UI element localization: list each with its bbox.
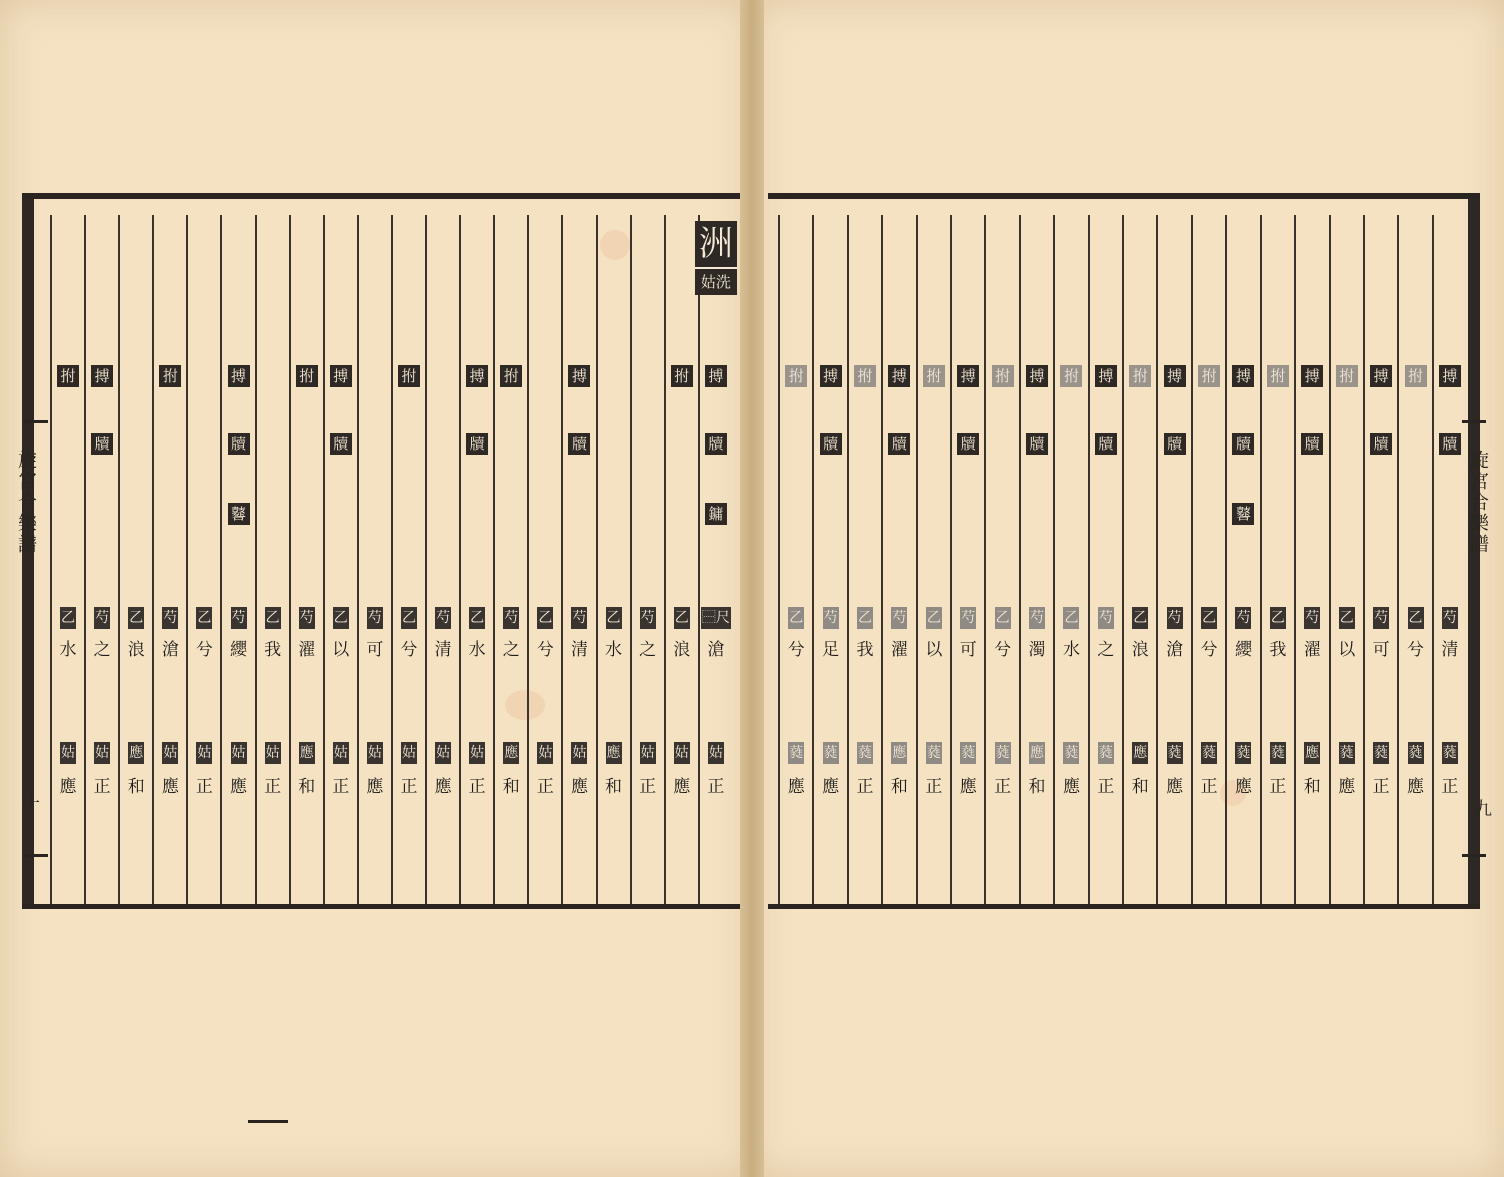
- bell-symbol: 應: [1132, 742, 1148, 764]
- bell-symbol: 蕤: [823, 742, 839, 764]
- percussion-mark: 拊: [1267, 365, 1289, 387]
- lyric-char: 以: [332, 640, 350, 660]
- bell-symbol: 蕤: [1063, 742, 1079, 764]
- pitch-name: 應: [161, 777, 179, 797]
- score-column: [1156, 215, 1190, 904]
- score-column: [1122, 215, 1156, 904]
- pitch-symbol: 乙: [857, 607, 873, 629]
- left-score-frame: [22, 193, 740, 909]
- pitch-symbol: 芍: [960, 607, 976, 629]
- right-page-number: 九: [1474, 799, 1492, 820]
- pitch-name: 和: [298, 777, 316, 797]
- pitch-symbol: 芍: [299, 607, 315, 629]
- pitch-symbol: 乙: [1063, 607, 1079, 629]
- percussion-mark: 拊: [1060, 365, 1082, 387]
- score-column: [984, 215, 1018, 904]
- percussion-mark: 搏: [820, 365, 842, 387]
- bell-symbol: 蕤: [1270, 742, 1286, 764]
- percussion-mark: 搏: [1026, 365, 1048, 387]
- pitch-name: 和: [127, 777, 145, 797]
- bell-symbol: 姑: [60, 742, 76, 764]
- percussion-mark: 搏: [228, 365, 250, 387]
- bell-symbol: 蕤: [1167, 742, 1183, 764]
- section-title-char: 洲: [698, 224, 733, 264]
- score-column: [152, 215, 186, 904]
- lyric-char: 之: [639, 640, 657, 660]
- bell-symbol: 姑: [640, 742, 656, 764]
- pitch-symbol: 乙: [196, 607, 212, 629]
- lyric-char: 之: [1097, 640, 1115, 660]
- bell-symbol: 蕤: [995, 742, 1011, 764]
- score-column: [1260, 215, 1294, 904]
- bell-symbol: 應: [128, 742, 144, 764]
- pitch-name: 正: [1097, 777, 1115, 797]
- pitch-name: 正: [994, 777, 1012, 797]
- pitch-symbol: 芍: [435, 607, 451, 629]
- percussion-mark: 拊: [500, 365, 522, 387]
- lyric-char: 濯: [298, 640, 316, 660]
- percussion-mark: 拊: [1129, 365, 1151, 387]
- pitch-symbol: 乙: [1132, 607, 1148, 629]
- percussion-mark: 搏: [1164, 365, 1186, 387]
- score-column: [391, 215, 425, 904]
- percussion-mark: 鼛: [1232, 503, 1254, 525]
- percussion-mark: 牘: [888, 433, 910, 455]
- pitch-symbol: 乙: [606, 607, 622, 629]
- percussion-mark: 搏: [466, 365, 488, 387]
- pitch-name: 正: [856, 777, 874, 797]
- percussion-mark: 牘: [228, 433, 250, 455]
- percussion-mark: 拊: [398, 365, 420, 387]
- score-column: [812, 215, 846, 904]
- score-column: [1053, 215, 1087, 904]
- lyric-char: 可: [366, 640, 384, 660]
- lyric-char: 水: [468, 640, 486, 660]
- percussion-mark: 牘: [1026, 433, 1048, 455]
- bell-symbol: 蕤: [788, 742, 804, 764]
- bell-symbol: 蕤: [857, 742, 873, 764]
- percussion-mark: 搏: [1232, 365, 1254, 387]
- lyric-char: 浪: [1131, 640, 1149, 660]
- score-column: [289, 215, 323, 904]
- percussion-mark: 牘: [705, 433, 727, 455]
- percussion-mark: 牘: [1439, 433, 1461, 455]
- right-fishtail-bottom: [1462, 840, 1486, 857]
- bell-symbol: 蕤: [1235, 742, 1251, 764]
- pitch-symbol: 芍: [1029, 607, 1045, 629]
- percussion-mark: 鏞: [705, 503, 727, 525]
- lyric-char: 我: [856, 640, 874, 660]
- percussion-mark: 牘: [1370, 433, 1392, 455]
- score-column: [1432, 215, 1466, 904]
- right-score-frame: [768, 193, 1480, 909]
- pitch-symbol: 乙: [537, 607, 553, 629]
- pitch-symbol: 乙: [926, 607, 942, 629]
- percussion-mark: 拊: [296, 365, 318, 387]
- pitch-name: 正: [707, 777, 725, 797]
- left-page-number: 十: [22, 794, 40, 815]
- pitch-name: 應: [1234, 777, 1252, 797]
- lyric-char: 水: [1062, 640, 1080, 660]
- percussion-mark: 拊: [57, 365, 79, 387]
- lyric-char: 以: [1338, 640, 1356, 660]
- lyric-char: 水: [605, 640, 623, 660]
- pitch-symbol: 乙: [1201, 607, 1217, 629]
- lyric-char: 兮: [400, 640, 418, 660]
- right-side-label: 旋宮合樂譜: [1467, 450, 1489, 555]
- percussion-mark: 搏: [1439, 365, 1461, 387]
- pitch-symbol: 芍: [823, 607, 839, 629]
- bell-symbol: 應: [606, 742, 622, 764]
- pitch-name: 正: [1269, 777, 1287, 797]
- pitch-symbol: 芍: [1442, 607, 1458, 629]
- score-column: [1019, 215, 1053, 904]
- lyric-char: 兮: [195, 640, 213, 660]
- percussion-mark: 搏: [1301, 365, 1323, 387]
- pitch-name: 正: [195, 777, 213, 797]
- right-score-grid: [778, 215, 1466, 904]
- percussion-mark: 牘: [1095, 433, 1117, 455]
- percussion-mark: 牘: [1301, 433, 1323, 455]
- percussion-mark: 牘: [330, 433, 352, 455]
- pitch-name: 正: [468, 777, 486, 797]
- lyric-char: 兮: [1200, 640, 1218, 660]
- score-column: [698, 215, 732, 904]
- pitch-name: 應: [1062, 777, 1080, 797]
- pitch-symbol: 乙: [1408, 607, 1424, 629]
- score-column: [118, 215, 152, 904]
- bell-symbol: 姑: [401, 742, 417, 764]
- pitch-name: 應: [230, 777, 248, 797]
- pitch-symbol: 芍: [231, 607, 247, 629]
- left-fishtail-bottom: [24, 840, 48, 857]
- pitch-name: 和: [1131, 777, 1149, 797]
- score-column: [1191, 215, 1225, 904]
- score-column: [596, 215, 630, 904]
- lyric-char: 兮: [536, 640, 554, 660]
- section-title: [695, 221, 737, 295]
- lyric-char: 纓: [230, 640, 248, 660]
- bell-symbol: 蕤: [1098, 742, 1114, 764]
- score-column: [1225, 215, 1259, 904]
- pitch-name: 應: [822, 777, 840, 797]
- pitch-name: 正: [264, 777, 282, 797]
- book-gutter: [740, 0, 764, 1177]
- pitch-symbol: 芍: [1373, 607, 1389, 629]
- lyric-char: 濁: [1028, 640, 1046, 660]
- percussion-mark: 牘: [91, 433, 113, 455]
- bell-symbol: 蕤: [960, 742, 976, 764]
- lyric-char: 清: [570, 640, 588, 660]
- score-column: [357, 215, 391, 904]
- bell-symbol: 姑: [94, 742, 110, 764]
- score-column: [50, 215, 84, 904]
- lyric-char: 兮: [787, 640, 805, 660]
- score-column: [255, 215, 289, 904]
- score-column: [1088, 215, 1122, 904]
- percussion-mark: 搏: [957, 365, 979, 387]
- score-column: [84, 215, 118, 904]
- lyric-char: 纓: [1234, 640, 1252, 660]
- pitch-name: 正: [639, 777, 657, 797]
- lyric-char: 可: [1372, 640, 1390, 660]
- percussion-mark: 牘: [1164, 433, 1186, 455]
- lyric-char: 我: [264, 640, 282, 660]
- bell-symbol: 蕤: [1373, 742, 1389, 764]
- score-column: [778, 215, 812, 904]
- bell-symbol: 姑: [265, 742, 281, 764]
- pitch-name: 和: [1028, 777, 1046, 797]
- lyric-char: 清: [434, 640, 452, 660]
- pitch-symbol: 乙: [469, 607, 485, 629]
- pitch-name: 應: [434, 777, 452, 797]
- lyric-char: 我: [1269, 640, 1287, 660]
- lyric-char: 兮: [994, 640, 1012, 660]
- score-column: [323, 215, 357, 904]
- bell-symbol: 蕤: [1201, 742, 1217, 764]
- pitch-symbol: 芍: [367, 607, 383, 629]
- lyric-char: 之: [93, 640, 111, 660]
- pitch-name: 和: [605, 777, 623, 797]
- pitch-symbol: 乙: [128, 607, 144, 629]
- bell-symbol: 姑: [537, 742, 553, 764]
- score-column: [459, 215, 493, 904]
- bell-symbol: 應: [1029, 742, 1045, 764]
- percussion-mark: 搏: [568, 365, 590, 387]
- pitch-symbol: 乙: [1339, 607, 1355, 629]
- lyric-char: 可: [959, 640, 977, 660]
- bell-symbol: 姑: [571, 742, 587, 764]
- pitch-name: 應: [1338, 777, 1356, 797]
- pitch-name: 應: [1407, 777, 1425, 797]
- percussion-mark: 搏: [91, 365, 113, 387]
- pitch-symbol: 芍: [162, 607, 178, 629]
- lyric-char: 之: [502, 640, 520, 660]
- score-column: [186, 215, 220, 904]
- pitch-name: 應: [1166, 777, 1184, 797]
- score-column: [916, 215, 950, 904]
- score-column: [950, 215, 984, 904]
- percussion-mark: 拊: [159, 365, 181, 387]
- pitch-name: 應: [366, 777, 384, 797]
- score-column: [1363, 215, 1397, 904]
- percussion-mark: 拊: [1198, 365, 1220, 387]
- pitch-name: 正: [1372, 777, 1390, 797]
- pitch-symbol: 乙: [674, 607, 690, 629]
- pitch-symbol: 芍: [640, 607, 656, 629]
- lyric-char: 兮: [1407, 640, 1425, 660]
- lyric-char: 滄: [707, 640, 725, 660]
- percussion-mark: 拊: [1336, 365, 1358, 387]
- percussion-mark: 拊: [923, 365, 945, 387]
- pitch-name: 應: [787, 777, 805, 797]
- pitch-symbol: ⿱尺: [701, 607, 731, 629]
- bell-symbol: 蕤: [1339, 742, 1355, 764]
- bell-symbol: 應: [891, 742, 907, 764]
- pitch-name: 正: [536, 777, 554, 797]
- pitch-name: 正: [93, 777, 111, 797]
- lyric-char: 水: [59, 640, 77, 660]
- bell-symbol: 姑: [367, 742, 383, 764]
- percussion-mark: 牘: [1232, 433, 1254, 455]
- percussion-mark: 搏: [705, 365, 727, 387]
- bell-symbol: 姑: [674, 742, 690, 764]
- lyric-char: 浪: [127, 640, 145, 660]
- percussion-mark: 搏: [330, 365, 352, 387]
- bell-symbol: 應: [299, 742, 315, 764]
- right-fishtail-top: [1462, 420, 1486, 437]
- lyric-char: 足: [822, 640, 840, 660]
- percussion-mark: 搏: [1370, 365, 1392, 387]
- bell-symbol: 姑: [162, 742, 178, 764]
- pitch-symbol: 乙: [333, 607, 349, 629]
- left-score-grid: [50, 215, 732, 904]
- pitch-name: 應: [59, 777, 77, 797]
- pitch-symbol: 芍: [1304, 607, 1320, 629]
- pitch-name: 應: [570, 777, 588, 797]
- bell-symbol: 蕤: [1408, 742, 1424, 764]
- pitch-name: 應: [673, 777, 691, 797]
- pitch-name: 正: [1200, 777, 1218, 797]
- percussion-mark: 拊: [1405, 365, 1427, 387]
- score-column: [561, 215, 595, 904]
- pitch-symbol: 芍: [571, 607, 587, 629]
- bell-symbol: 姑: [469, 742, 485, 764]
- bell-symbol: 蕤: [1442, 742, 1458, 764]
- pitch-symbol: 芍: [891, 607, 907, 629]
- bell-symbol: 應: [1304, 742, 1320, 764]
- score-column: [493, 215, 527, 904]
- pitch-name: 和: [502, 777, 520, 797]
- pitch-symbol: 芍: [1235, 607, 1251, 629]
- bell-symbol: 姑: [708, 742, 724, 764]
- left-fishtail-top: [24, 420, 48, 437]
- pitch-symbol: 乙: [788, 607, 804, 629]
- pitch-symbol: 乙: [265, 607, 281, 629]
- bottom-mark: [248, 1120, 288, 1123]
- pitch-symbol: 芍: [1098, 607, 1114, 629]
- lyric-char: 浪: [673, 640, 691, 660]
- score-column: [1397, 215, 1431, 904]
- lyric-char: 滄: [161, 640, 179, 660]
- pitch-name: 正: [1441, 777, 1459, 797]
- pitch-name: 和: [890, 777, 908, 797]
- pitch-symbol: 乙: [60, 607, 76, 629]
- bell-symbol: 姑: [435, 742, 451, 764]
- percussion-mark: 牘: [466, 433, 488, 455]
- pitch-name: 正: [332, 777, 350, 797]
- percussion-mark: 拊: [992, 365, 1014, 387]
- lyric-char: 滄: [1166, 640, 1184, 660]
- percussion-mark: 拊: [785, 365, 807, 387]
- score-column: [630, 215, 664, 904]
- percussion-mark: 搏: [888, 365, 910, 387]
- percussion-mark: 牘: [957, 433, 979, 455]
- pitch-symbol: 芍: [503, 607, 519, 629]
- bell-symbol: 姑: [333, 742, 349, 764]
- percussion-mark: 鼛: [228, 503, 250, 525]
- pitch-symbol: 乙: [401, 607, 417, 629]
- score-column: [1329, 215, 1363, 904]
- left-side-label: 旋宮合樂譜: [15, 450, 37, 555]
- score-column: [220, 215, 254, 904]
- pitch-name: 正: [400, 777, 418, 797]
- section-subtitle: 姑洗: [695, 267, 737, 295]
- percussion-mark: 拊: [671, 365, 693, 387]
- pitch-name: 應: [959, 777, 977, 797]
- pitch-symbol: 芍: [94, 607, 110, 629]
- bell-symbol: 姑: [196, 742, 212, 764]
- bell-symbol: 應: [503, 742, 519, 764]
- score-column: [881, 215, 915, 904]
- lyric-char: 濯: [1303, 640, 1321, 660]
- score-column: [425, 215, 459, 904]
- percussion-mark: 搏: [1095, 365, 1117, 387]
- pitch-name: 和: [1303, 777, 1321, 797]
- bell-symbol: 蕤: [926, 742, 942, 764]
- score-column: [664, 215, 698, 904]
- lyric-char: 濯: [890, 640, 908, 660]
- bell-symbol: 姑: [231, 742, 247, 764]
- percussion-mark: 牘: [568, 433, 590, 455]
- pitch-symbol: 芍: [1167, 607, 1183, 629]
- score-column: [847, 215, 881, 904]
- lyric-char: 清: [1441, 640, 1459, 660]
- percussion-mark: 拊: [854, 365, 876, 387]
- lyric-char: 以: [925, 640, 943, 660]
- pitch-name: 正: [925, 777, 943, 797]
- score-column: [1294, 215, 1328, 904]
- percussion-mark: 牘: [820, 433, 842, 455]
- pitch-symbol: 乙: [1270, 607, 1286, 629]
- score-column: [527, 215, 561, 904]
- pitch-symbol: 乙: [995, 607, 1011, 629]
